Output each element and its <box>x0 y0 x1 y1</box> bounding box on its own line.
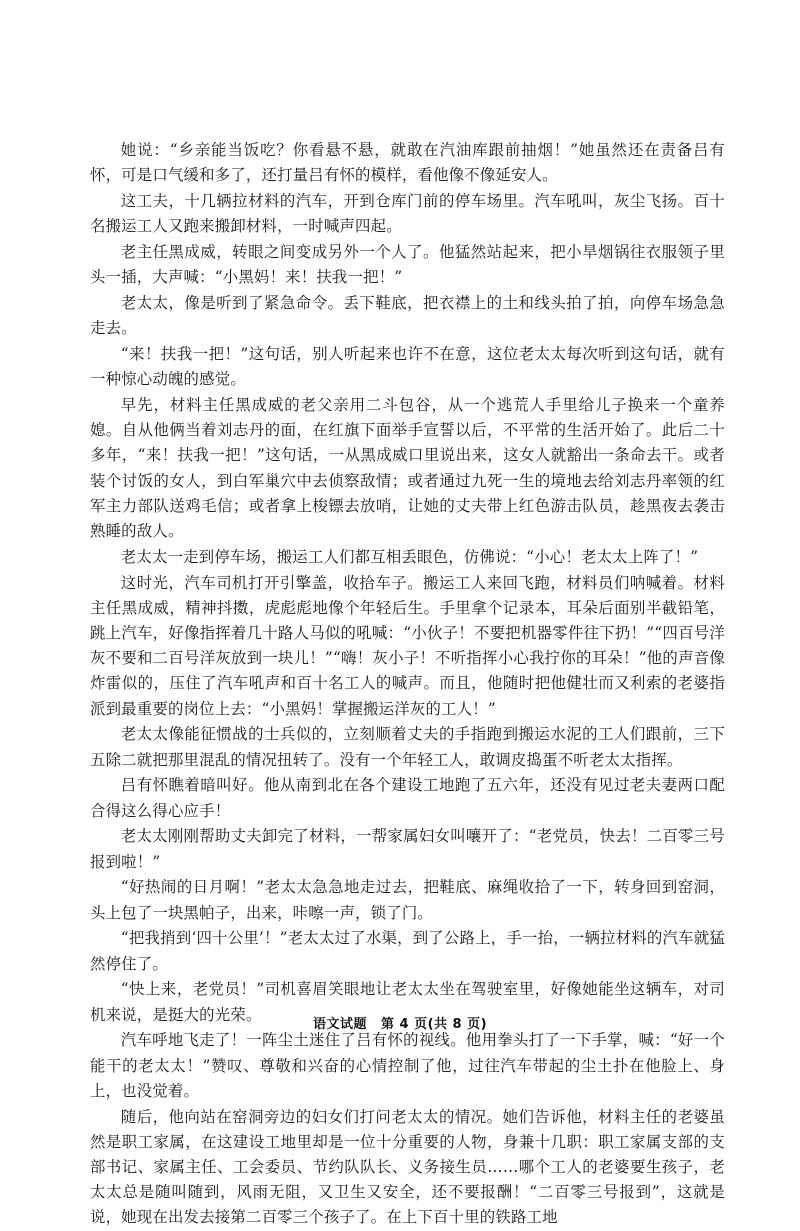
paragraph: “快上来，老党员！”司机喜眉笑眼地让老太太坐在驾驶室里，好像她能坐这辆车，对司机来说，是挺大的光荣。 <box>90 980 725 1024</box>
paragraph: “好热闹的日月啊！”老太太急急地走过去，把鞋底、麻绳收拾了一下，转身回到窑洞，头上包了一块黑帕子，出来，咔嚓一声，锁了门。 <box>90 878 725 922</box>
paragraph: 老太太一走到停车场，搬运工人们都互相丢眼色，仿佛说：“小心！老太太上阵了！” <box>120 547 699 566</box>
paragraph: 吕有怀瞧着暗叫好。他从南到北在各个建设工地跑了五六年，还没有见过老夫妻两口配合得这么得心应手！ <box>90 776 725 820</box>
paragraph: 老太太刚刚帮助丈夫卸完了材料，一帮家属妇女叫嚷开了：“老党员，快去！二百零三号报到啦！” <box>90 827 725 871</box>
paragraph: “来！扶我一把！”这句话，别人听起来也许不在意，这位老太太每次听到这句话，就有一种惊心动魄的感觉。 <box>90 345 725 389</box>
paragraph: 老太太，像是听到了紧急命令。丢下鞋底，把衣襟上的土和线头拍了拍，向停车场急急走去。 <box>90 294 725 338</box>
paragraph: 随后，他向站在窑洞旁边的妇女们打问老太太的情况。她们告诉他，材料主任的老婆虽然是职工家属，在这建设工地里却是一位十分重要的人物，身兼十几职：职工家属支部的支部书记、家属主任、工会委员、节约队队长、义务接生员……哪个工人的老婆要生孩子，老太太总是随叫随到，风雨无阻，又卫生又安全，还不要报酬！“二百零三号报到”，这就是说，她现在出发去接第二百零三个孩子了。在上下百十里的铁路工地 <box>90 1107 725 1227</box>
page-footer <box>0 1013 800 1032</box>
paragraph: 她说：“乡亲能当饭吃？你看悬不悬，就敢在汽油库跟前抽烟！”她虽然还在责备吕有怀，可是口气缓和多了，还打量吕有怀的模样，看他像不像延安人。 <box>90 141 725 185</box>
paragraph: “把我捎到‘四十公里’！”老太太过了水渠，到了公路上，手一抬，一辆拉材料的汽车就猛然停住了。 <box>90 929 725 973</box>
paragraph: 汽车呼地飞走了！一阵尘土迷住了吕有怀的视线。他用拳头打了一下手掌，喊：“好一个能干的老太太！”赞叹、尊敬和兴奋的心情控制了他，过往汽车带起的尘土扑在他脸上、身上，也没觉着。 <box>90 1031 725 1100</box>
paragraph: 老主任黑成威，转眼之间变成另外一个人了。他猛然站起来，把小旱烟锅往衣服领子里头一插，大声喊：“小黑妈！来！扶我一把！” <box>90 243 725 287</box>
footer-subject: 语文试题 <box>312 1017 367 1032</box>
paragraph: 这时光，汽车司机打开引擎盖，收拾车子。搬运工人来回飞跑，材料员们呐喊着。材料主任黑成威，精神抖擞，虎彪彪地像个年轻后生。手里拿个记录本，耳朵后面别半截铅笔，跳上汽车，好像指挥着几十路人马似的吼喊：“小伙子！不要把机器零件往下扔！”“四百号洋灰不要和二百号洋灰放到一块儿！”“嗨！灰小子！不听指挥小心我拧你的耳朵！”他的声音像炸雷似的，压住了汽车吼声和百十名工人的喊声。而且，他随时把他健壮而又利索的老婆指派到最重要的岗位上去：“小黑妈！掌握搬运洋灰的工人！” <box>90 573 725 718</box>
paragraph: 这工夫，十几辆拉材料的汽车，开到仓库门前的停车场里。汽车吼叫，灰尘飞扬。百十名搬运工人又跑来搬卸材料，一时喊声四起。 <box>90 192 725 236</box>
paragraph: 早先，材料主任黑成威的老父亲用二斗包谷，从一个逃荒人手里给儿子换来一个童养媳。自从他俩当着刘志丹的面，在红旗下面举手宣誓以后，不平常的生活开始了。此后二十多年，“来！扶我一把！”这句话，一从黑成威口里说出来，这女人就豁出一条命去干。或者装个讨饭的女人，到白军巢穴中去侦察敌情；或者通过九死一生的境地去给刘志丹率领的红军主力部队送鸡毛信；或者拿上梭镖去放哨，让她的丈夫带上红色游击队员，趁黑夜去袭击熟睡的敌人。 <box>90 396 725 541</box>
footer-page-number: 第 4 页(共 8 页) <box>380 1017 488 1032</box>
article-body <box>90 138 725 1231</box>
paragraph: 老太太像能征惯战的士兵似的，立刻顺着丈夫的手指跑到搬运水泥的工人们跟前，三下五除二就把那里混乱的情况扭转了。没有一个年轻工人，敢调皮捣蛋不听老太太指挥。 <box>90 725 725 769</box>
